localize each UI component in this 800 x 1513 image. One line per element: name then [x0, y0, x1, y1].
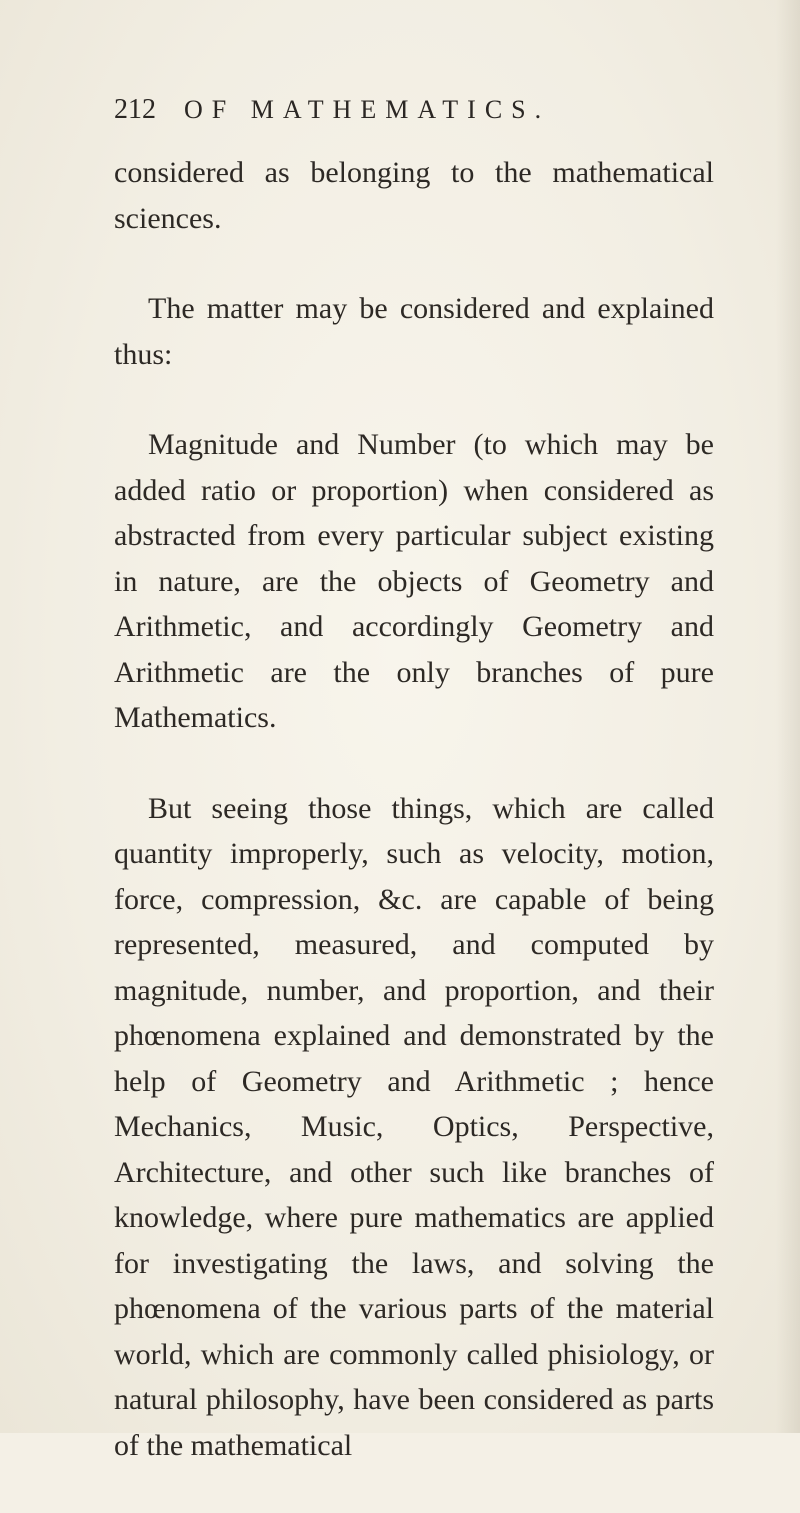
- page-number: 212: [114, 94, 156, 125]
- running-head: OF MATHEMATICS.: [184, 95, 551, 124]
- page-header: [114, 94, 714, 134]
- paragraph-magnitude-number: Magnitude and Number (to which may be added ratio or proportion) when considered as abstracted from every particular subject existing in nature, are the objects of Geometry and Arithmetic, and accordingly Geometry and Arithmetic are the only branches of pure Mathematics.: [114, 428, 714, 734]
- body-text: [114, 150, 714, 1513]
- paragraph-continuation: considered as belonging to the mathematical sciences.: [114, 156, 714, 235]
- paragraph-quantity-improperly: But seeing those things, which are called quantity improperly, such as velocity, motion, force, compression, &c. are capable of being represented, measured, and computed by magnitude, number, and proportion, and their phœnomena explained and demonstrated by the help of Geometry and Arithmetic ; hence Mechanics, Music, Optics, Perspective, Architecture, and other such like branches of knowledge, where pure mathematics are applied for investigating the laws, and solving the phœnomena of the various parts of the material world, which are commonly called phisiology, or natural philosophy, have been considered as parts of the mathematical: [114, 791, 714, 1462]
- paragraph-matter-explained: The matter may be considered and explained thus:: [114, 292, 714, 371]
- page-edge-shadow: [776, 0, 800, 1433]
